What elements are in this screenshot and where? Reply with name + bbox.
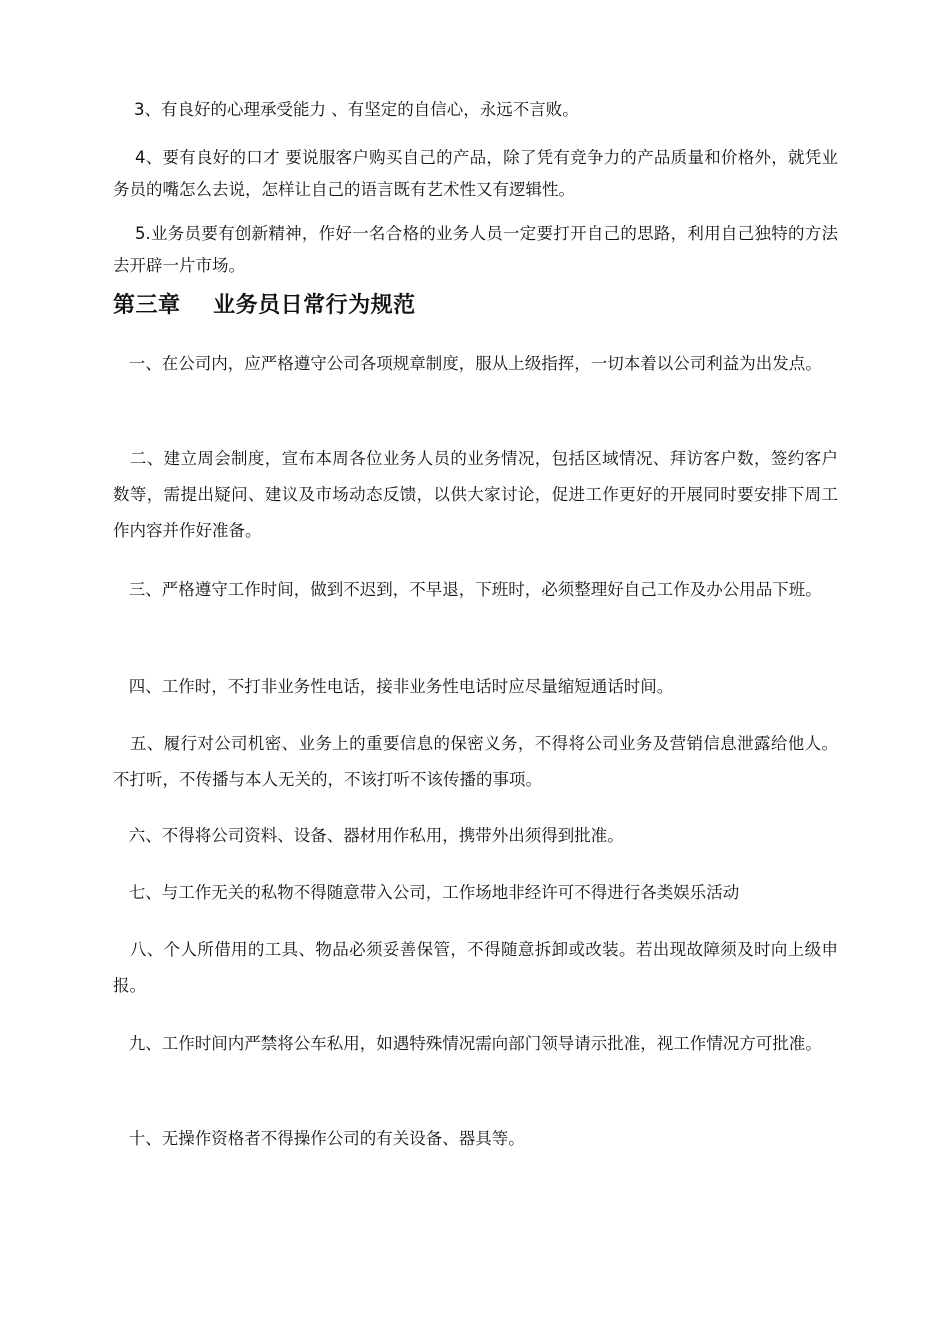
rule-item-4: 四、工作时，不打非业务性电话，接非业务性电话时应尽量缩短通话时间。 — [113, 677, 674, 696]
rule-item-8: 八、个人所借用的工具、物品必须妥善保管，不得随意拆卸或改装。若出现故障须及时向上级申报。 — [113, 940, 838, 995]
rule-item-10: 十、无操作资格者不得操作公司的有关设备、器具等。 — [113, 1129, 525, 1148]
rule-item-7: 七、与工作无关的私物不得随意带入公司，工作场地非经许可不得进行各类娱乐活动 — [113, 883, 740, 902]
intro-item-4: 4、要有良好的口才 要说服客户购买自己的产品，除了凭有竞争力的产品质量和价格外，就凭业务员的嘴怎么去说，怎样让自己的语言既有艺术性又有逻辑性。 — [113, 148, 838, 199]
intro-item-3: 3、有良好的心理承受能力 、有坚定的自信心，永远不言败。 — [113, 100, 579, 119]
chapter-title: 第三章 业务员日常行为规范 — [113, 293, 416, 318]
rule-item-1: 一、在公司内，应严格遵守公司各项规章制度，服从上级指挥，一切本着以公司利益为出发点。 — [113, 354, 822, 373]
rule-item-9: 九、工作时间内严禁将公车私用，如遇特殊情况需向部门领导请示批准，视工作情况方可批准。 — [113, 1034, 822, 1053]
rule-item-2: 二、建立周会制度，宣布本周各位业务人员的业务情况，包括区域情况、拜访客户数，签约客户数等，需提出疑问、建议及市场动态反馈，以供大家讨论，促进工作更好的开展同时要安排下周工作内容并作好准备。 — [113, 449, 838, 540]
rule-item-3: 三、严格遵守工作时间，做到不迟到，不早退，下班时，必须整理好自己工作及办公用品下班。 — [113, 580, 822, 599]
rule-item-6: 六、不得将公司资料、设备、器材用作私用，携带外出须得到批准。 — [113, 826, 624, 845]
rule-item-5: 五、履行对公司机密、业务上的重要信息的保密义务，不得将公司业务及营销信息泄露给他人。不打听，不传播与本人无关的，不该打听不该传播的事项。 — [113, 734, 838, 789]
intro-item-5: 5.业务员要有创新精神，作好一名合格的业务人员一定要打开自己的思路，利用自己独特的方法去开辟一片市场。 — [113, 224, 838, 275]
